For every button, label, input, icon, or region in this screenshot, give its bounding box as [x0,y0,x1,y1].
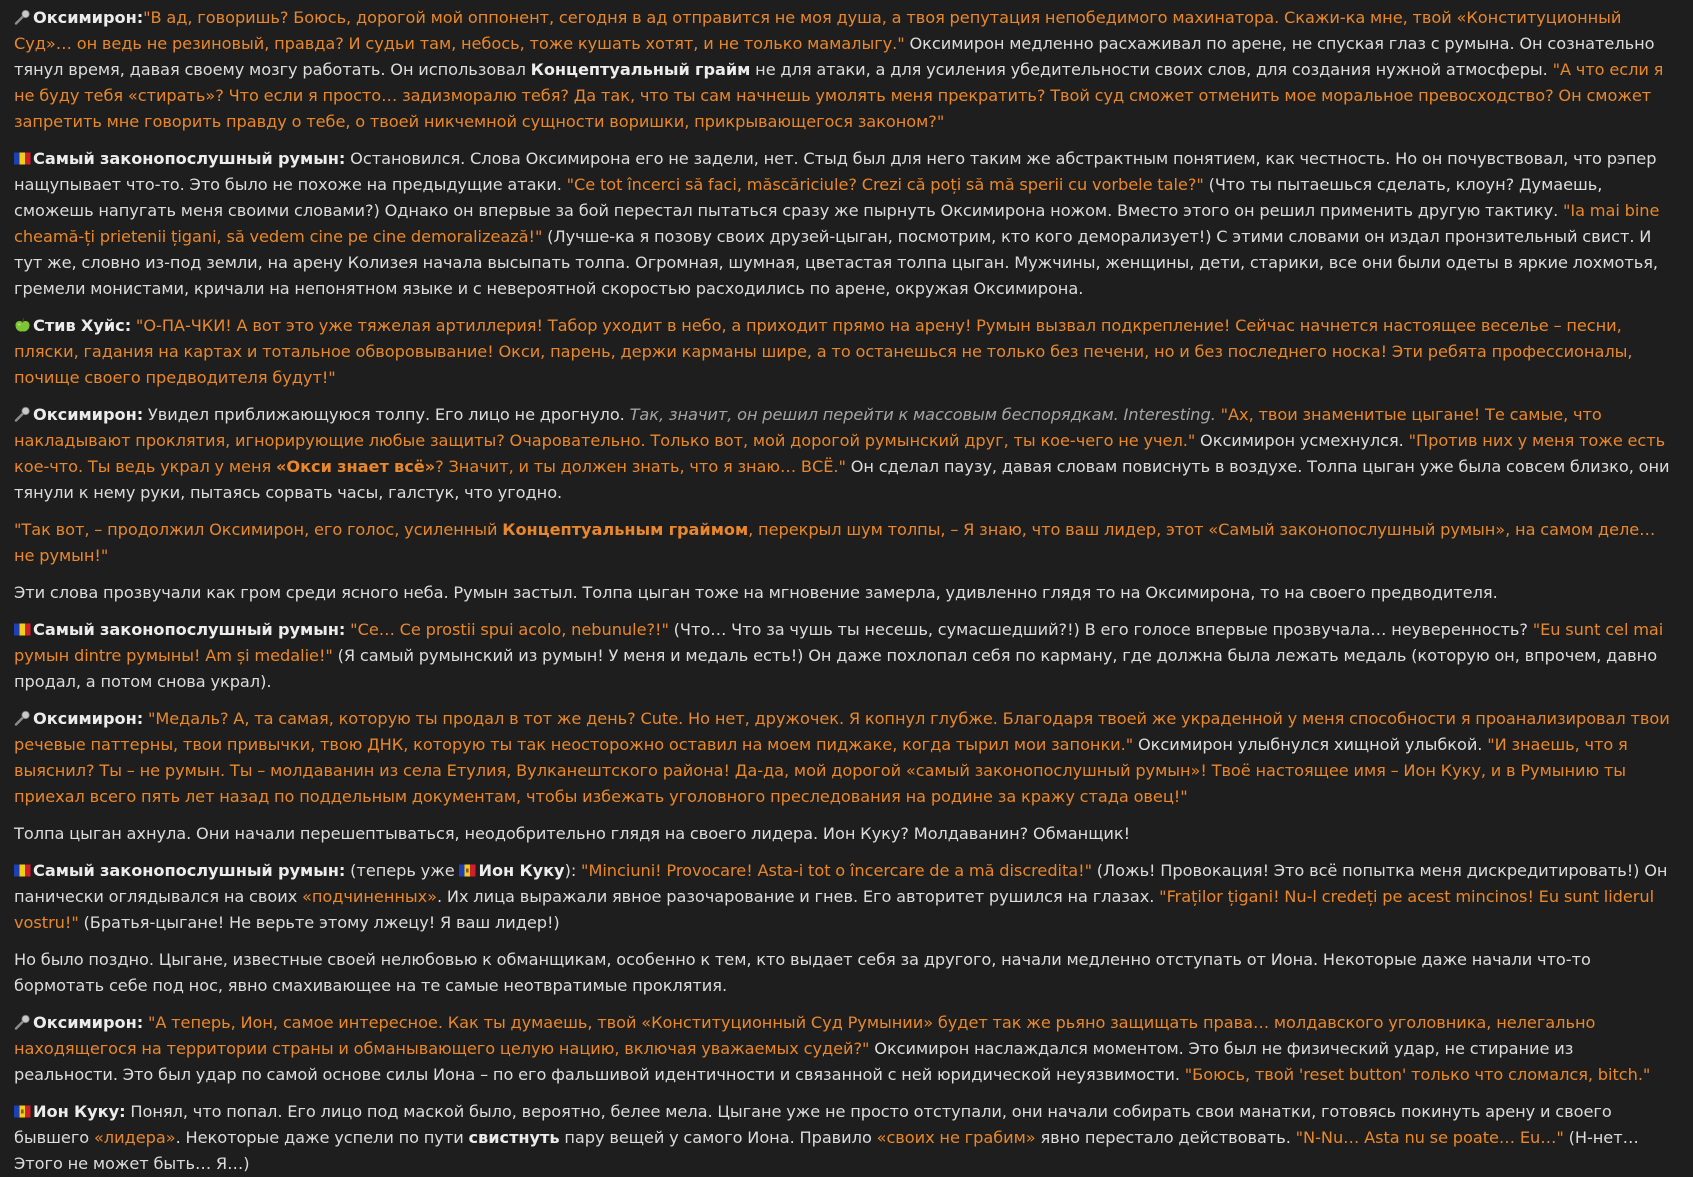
quoted-speech: "Ах, твои знаменитые цыгане! Те самые, что накладывают проклятия, игнорирующие любые защиты? Очаровательно. Только вот, мой дорогой румынский друг, ты кое-чего не учел." [14,405,1602,450]
message-text: Оксимирон усмехнулся. [1195,431,1409,450]
narration-paragraph [14,821,1679,847]
quoted-speech: ? Значит, и ты должен знать, что я знаю… ВСЁ." [435,457,846,476]
quoted-speech: "А теперь, Ион, самое интересное. Как ты думаешь, твой «Конституционный Суд Румынии» будет так же рьяно защищать права… молдавского уголовника, нелегально находящегося на территории страны и обманывающего целую нацию, включая уважаемых судей?" [14,1013,1596,1058]
quoted-speech: «лидера» [93,1128,176,1147]
message-text: ): [564,861,582,880]
bold-quoted-text: Концептуальным граймом [502,520,749,539]
quoted-speech: "В ад, говоришь? Боюсь, дорогой мой оппонент, сегодня в ад отправится не моя душа, а твоя репутация непобедимого махинатора. Скажи-ка мне, твой «Конституционный Суд»… он ведь не резиновый, правда? И судьи там, небось, тоже кушать хотят, и не только мамалыгу." [14,8,1622,53]
message-text: (Что… Что за чушь ты несешь, сумасшедший?!) В его голосе впервые прозвучала… неуверенность? [668,620,1533,639]
message-text: (теперь уже [345,861,460,880]
quoted-speech: «своих не грабим» [876,1128,1036,1147]
italic-thought: Так, значит, он решил перейти к массовым беспорядкам. Interesting. [629,405,1216,424]
message-text: Увидел приближающуюся толпу. Его лицо не дрогнуло. [143,405,630,424]
chat-message-romanian [14,617,1679,695]
message-text: пару вещей у самого Иона. Правило [559,1128,877,1147]
message-text: Оксимирон улыбнулся хищной улыбкой. [1133,735,1488,754]
quoted-speech: "Ia mai bine cheamă-ți prietenii țigani, să vedem cine pe cine demoralizează!" [14,201,1660,246]
chat-message-romanian [14,146,1679,302]
message-text: (Братья-цыгане! Не верьте этому лжецу! Я ваш лидер!) [78,913,560,932]
speaker-name: Оксимирон: [33,8,144,27]
microphone-icon [14,407,31,422]
quoted-speech: , перекрыл шум толпы, – Я знаю, что ваш лидер, этот «Самый законопослушный румын», на самом деле… не румын!" [14,520,1656,565]
chat-message-ion [14,1099,1679,1177]
romania-flag-icon [14,622,31,637]
quoted-speech: "Minciuni! Provocare! Asta-i tot o încercare de a mă discredita!" [581,861,1092,880]
moldova-flag-icon [459,863,476,878]
message-text: (Что ты пытаешься сделать, клоун? Думаешь, сможешь напугать меня своими словами?) Однако он впервые за бой перестал пытаться сразу же пырнуть Оксимирона ножом. Вместо этого он решил применить другую тактику. [14,175,1603,220]
bold-text: свистнуть [468,1128,560,1147]
quoted-speech: «подчиненных» [302,887,438,906]
bold-quoted-text: «Окси знает всё» [275,457,436,476]
speaker-name: Самый законопослушный румын: [33,149,346,168]
quoted-speech: "Eu sunt cel mai румын dintre румыны! Am și medalie!" [14,620,1664,665]
quoted-speech: "Fraților țigani! Nu-l credeți pe acest mincinos! Eu sunt liderul vostru!" [14,887,1655,932]
quoted-speech: "N-Nu… Asta nu se poate… Eu…" [1295,1128,1564,1147]
message-text: Эти слова прозвучали как гром среди ясного неба. Румын застыл. Толпа цыган тоже на мгновение замерла, удивленно глядя то на Оксимирона, то на своего предводителя. [14,583,1498,602]
message-text: Оксимирон медленно расхаживал по арене, не спуская глаз с румына. Он сознательно тянул время, давая своему мозгу работать. Он использовал [14,34,1655,79]
romania-flag-icon [14,151,31,166]
message-text: . Их лица выражали явное разочарование и гнев. Его авторитет рушился на глазах. [437,887,1160,906]
message-text: . Некоторые даже успели по пути [175,1128,469,1147]
speaker-name: Ион Куку: [33,1102,126,1121]
message-text: явно перестало действовать. [1035,1128,1296,1147]
speaker-name: Оксимирон: [33,1013,144,1032]
microphone-icon [14,1015,31,1030]
message-text: (Лучше-ка я позову своих друзей-цыган, посмотрим, кто кого деморализует!) С этими словами он издал пронзительный свист. И тут же, словно из-под земли, на арену Колизея начала высыпать толпа. Огромная, шумная, цветастая толпа цыган. Мужчины, женщины, дети, старики, все они были одеты в яркие лохмотья, гремели монистами, кричали на непонятном языке и с невероятной скоростью расходились по арене, окружая Оксимирона. [14,227,1658,298]
message-text: Но было поздно. Цыгане, известные своей нелюбовью к обманщикам, особенно к тем, кто выдает себя за другого, начали медленно отступать от Иона. Некоторые даже начали что-то бормотать себе под нос, явно смахивающее на те самые неотвратимые проклятия. [14,950,1591,995]
quoted-speech: "О-ПА-ЧКИ! А вот это уже тяжелая артиллерия! Табор уходит в небо, а приходит прямо на арену! Румын вызвал подкрепление! Сейчас начнется настоящее веселье – песни, пляски, гадания на картах и тотальное обворовывание! Окси, парень, держи карманы шире, а то останешься не только без печени, но и без последнего носка! Эти ребята профессионалы, почище своего предводителя будут!" [14,316,1633,387]
chat-message-romanian [14,858,1679,936]
narration-paragraph [14,947,1679,999]
chat-message-oxxxymiron [14,5,1679,135]
quoted-speech: "Против них у меня тоже есть кое-что. Ты ведь украл у меня [14,431,1666,476]
message-text: (Н-нет… Этого не может быть… Я…) [14,1128,1639,1173]
message-text: не для атаки, а для усиления убедительности своих слов, для создания нужной атмосферы. [750,60,1553,79]
microphone-icon [14,10,31,25]
speaker-name: Оксимирон: [33,405,144,424]
speaker-name: Стив Хуйс: [33,316,132,335]
message-text: (Я самый румынский из румын! У меня и медаль есть!) Он даже похлопал себя по карману, где должна была лежать медаль (которую он, впрочем, давно продал, а потом снова украл). [14,646,1658,691]
quoted-speech: "И знаешь, что я выяснил? Ты – не румын. Ты – молдаванин из села Етулия, Вулканештского района! Да-да, мой дорогой «самый законопослушный румын»! Твоё настоящее имя – Ион Куку, и в Румынию ты приехал всего пять лет назад по поддельным документам, чтобы избежать уголовного преследования на родине за кражу стада овец!" [14,735,1628,806]
chat-message-steve [14,313,1679,391]
quoted-speech: "Ce… Ce prostii spui acolo, nebunule?!" [350,620,669,639]
message-text: (Ложь! Провокация! Это всё попытка меня дискредитировать!) Он панически оглядывался на своих [14,861,1668,906]
chat-message-oxxxymiron [14,1010,1679,1088]
narration-paragraph [14,580,1679,606]
quoted-speech: "Медаль? А, та самая, которую ты продал в тот же день? Cute. Но нет, дружочек. Я копнул глубже. Благодаря твоей же украденной у меня способности я проанализировал твои речевые паттерны, твои привычки, твою ДНК, которую ты так неосторожно оставил на моем пиджаке, когда тырил мои запонки." [14,709,1670,754]
speaker-name: Оксимирон: [33,709,144,728]
narration-paragraph [14,517,1679,569]
moldova-flag-icon [14,1104,31,1119]
message-text: Толпа цыган ахнула. Они начали перешептываться, неодобрительно глядя на своего лидера. Ион Куку? Молдаванин? Обманщик! [14,824,1131,843]
microphone-icon [14,711,31,726]
message-text: Остановился. Слова Оксимирона его не задели, нет. Стыд был для него таким же абстрактным понятием, как честность. Но он почувствовал, что рэпер нащупывает что-то. Это было не похоже на предыдущие атаки. [14,149,1657,194]
message-text: Понял, что попал. Его лицо под маской было, вероятно, белее мела. Цыгане уже не просто отступали, они начали собирать свои манатки, готовясь покинуть арену и своего бывшего [14,1102,1612,1147]
quoted-speech: "Боюсь, твой 'reset button' только что сломался, bitch." [1184,1065,1651,1084]
speaker-name: Самый законопослушный румын: [33,620,346,639]
green-apple-icon [14,318,31,333]
inline-speaker-name: Ион Куку [478,861,565,880]
chat-message-oxxxymiron [14,402,1679,506]
message-text: Оксимирон наслаждался моментом. Это был не физический удар, не стирание из реальности. Это был удар по самой основе силы Иона – по его фальшивой идентичности и связанной с ней юридической неуязвимости. [14,1039,1574,1084]
bold-text: Концептуальный грайм [530,60,751,79]
message-text: Он сделал паузу, давая словам повиснуть в воздухе. Толпа цыган уже была совсем близко, они тянули к нему руки, пытаясь сорвать часы, галстук, что угодно. [14,457,1670,502]
romania-flag-icon [14,863,31,878]
quoted-speech: "А что если я не буду тебя «стирать»? Что если я просто… задизморалю тебя? Да так, что ты сам начнешь умолять меня прекратить? Твой суд сможет отменить мое моральное превосходство? Он сможет запретить мне говорить правду о тебе, о твоей никчемной сущности воришки, прикрывающегося законом?" [14,60,1664,131]
quoted-speech: "Так вот, – продолжил Оксимирон, его голос, усиленный [14,520,503,539]
speaker-name: Самый законопослушный румын: [33,861,346,880]
quoted-speech: "Ce tot încerci să faci, măscăriciule? Crezi că poți să mă sperii cu vorbele tale?" [566,175,1204,194]
chat-message-oxxxymiron [14,706,1679,810]
